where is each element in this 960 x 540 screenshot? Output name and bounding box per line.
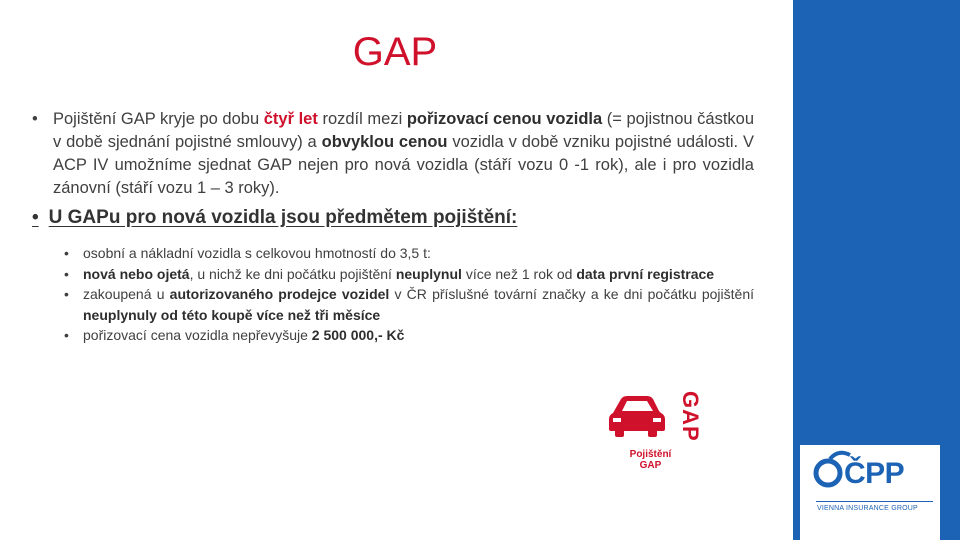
text-span-bold: 2 500 000,- Kč xyxy=(311,327,405,343)
text-span-highlight: čtyř let xyxy=(263,110,318,128)
bullet: • xyxy=(32,110,38,128)
section-heading xyxy=(32,207,517,229)
text-span: vozidla v době vzniku pojistné události. V ACP IV umožníme sjednat GAP nejen pro nová vozidla (stáří vozu 0 -1 rok), ale i pro vozidla zánovní (stáří vozu 1 – 3 roky). xyxy=(53,133,754,197)
text-span: zakoupená u xyxy=(83,286,170,302)
gap-caption-line1: Pojištění xyxy=(629,449,672,460)
gap-caption xyxy=(603,449,698,471)
text-span: Pojištění GAP kryje po dobu xyxy=(53,110,264,128)
page-title: GAP xyxy=(352,30,438,74)
bullet: • xyxy=(64,286,69,302)
logo-subtitle: VIENNA INSURANCE GROUP xyxy=(817,505,918,512)
conditions-list xyxy=(64,243,754,346)
gap-letters: GAP xyxy=(678,391,703,442)
text-span: více než 1 rok od xyxy=(461,265,577,282)
gap-caption-line2: GAP xyxy=(639,460,662,471)
text-span-bold: pořizovací cenou vozidla xyxy=(406,110,603,128)
bullet: • xyxy=(64,265,69,282)
text-span: v ČR příslušné tovární značky a ke dni počátku pojištění xyxy=(389,286,754,302)
text-span: (= pojistnou částkou v době sjednání pojistné smlouvy) a xyxy=(53,110,755,151)
logo-divider xyxy=(816,501,933,502)
text-span-bold: data první registrace xyxy=(576,265,715,282)
text-span: rozdíl mezi xyxy=(317,110,407,128)
list-item xyxy=(64,243,754,264)
logo-name: ČPP xyxy=(844,457,905,490)
bullet: • xyxy=(64,245,69,261)
section-heading-text: U GAPu pro nová vozidla jsou předmětem pojištění: xyxy=(48,207,518,228)
text-span-bold: neuplynuly od této koupě více než tři měsíce xyxy=(83,306,381,323)
text-span: pořizovací cena vozidla nepřevyšuje xyxy=(83,327,312,343)
text-span-bold: obvyklou cenou xyxy=(321,133,448,151)
text-span-bold: nová nebo ojetá xyxy=(83,265,190,282)
text-span-bold: neuplynul xyxy=(395,265,462,282)
bullet: • xyxy=(64,327,69,343)
list-item xyxy=(64,264,754,285)
cpp-logo xyxy=(800,445,940,540)
list-item-text: osobní a nákladní vozidla s celkovou hmotností do 3,5 t: xyxy=(83,245,431,261)
bullet: • xyxy=(32,207,39,228)
text-span: , u nichž ke dni počátku pojištění xyxy=(189,265,396,282)
list-item xyxy=(64,325,754,346)
intro-paragraph xyxy=(32,108,754,200)
text-span-bold: autorizovaného prodejce vozidel xyxy=(169,286,390,302)
list-item xyxy=(64,284,754,325)
